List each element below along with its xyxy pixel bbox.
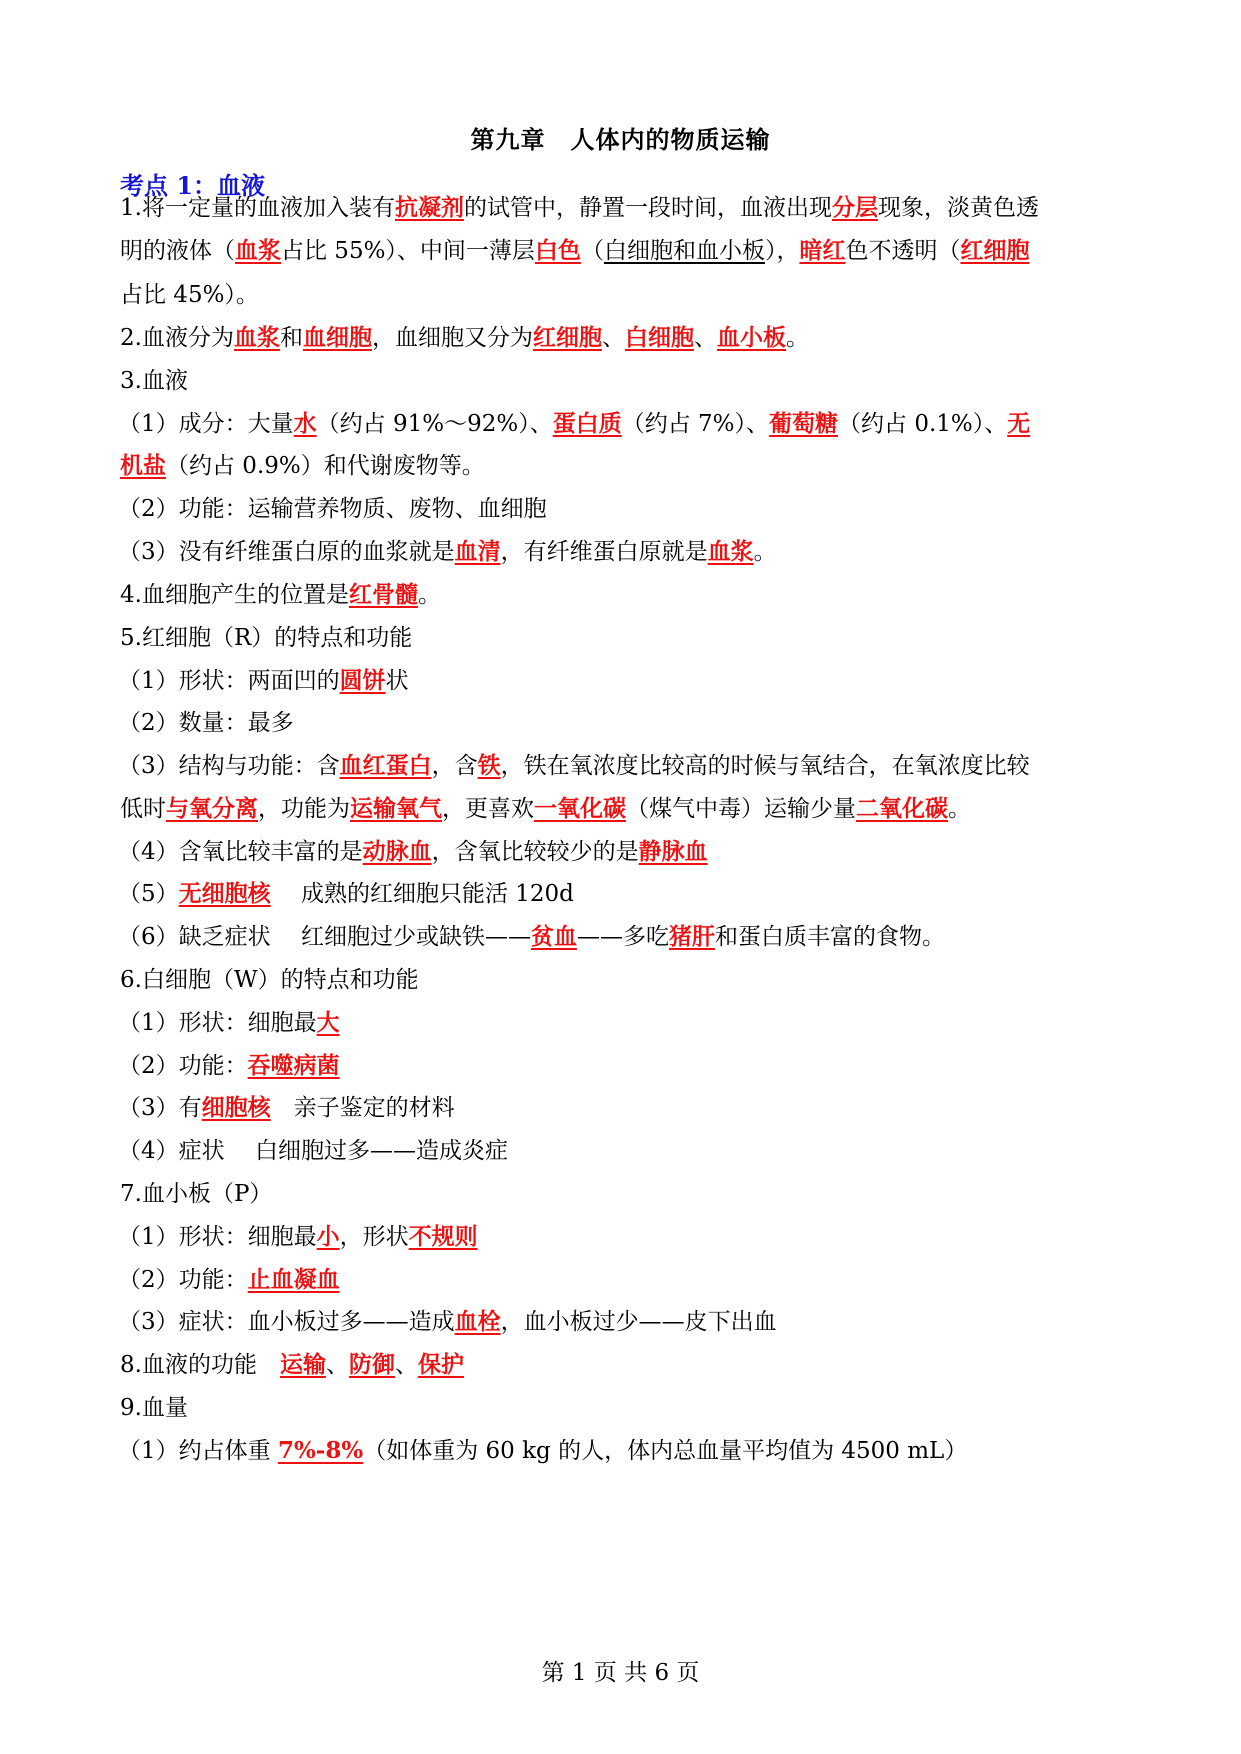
chapter-title: 第九章 人体内的物质运输	[470, 125, 771, 154]
text-line: （2）功能：运输营养物质、废物、血细胞	[118, 496, 547, 522]
key-term: 水	[293, 410, 317, 437]
text-line: （1）形状：细胞最大	[118, 1009, 340, 1036]
key-term: 血浆	[707, 538, 754, 565]
page-footer: 第 1 页 共 6 页	[541, 1660, 700, 1686]
key-term: 血浆	[235, 237, 281, 264]
text-line: 占比 45%）。	[120, 282, 259, 308]
key-term: 蛋白质	[552, 410, 622, 437]
text-line: （2）功能：止血凝血	[118, 1266, 340, 1293]
text-line: （1）形状：细胞最小，形状不规则	[118, 1223, 478, 1250]
key-term: 铁	[477, 752, 501, 779]
key-term: 止血凝血	[247, 1266, 340, 1293]
key-term: 不规则	[408, 1223, 478, 1250]
text-line: 4.血细胞产生的位置是红骨髓。	[120, 581, 441, 608]
text-line: （3）症状：血小板过多——造成血栓，血小板过少——皮下出血	[118, 1308, 777, 1335]
text-line: 9.血量	[120, 1395, 188, 1421]
key-term: 机盐	[120, 452, 166, 479]
key-term: 无细胞核	[178, 880, 271, 907]
text-line: （5）无细胞核 成熟的红细胞只能活 120d	[118, 880, 574, 907]
text-line: 机盐（约占 0.9%）和代谢废物等。	[120, 452, 485, 479]
text-line: （3）有细胞核 亲子鉴定的材料	[118, 1094, 455, 1121]
text-line: 3.血液	[120, 368, 188, 394]
key-term: 运输	[279, 1351, 326, 1378]
key-term: 血栓	[454, 1308, 501, 1335]
key-term: 静脉血	[638, 838, 708, 865]
key-term: 小	[316, 1223, 340, 1250]
key-term: 猪肝	[668, 923, 715, 950]
key-term: 贫血	[530, 923, 577, 950]
key-term: 血清	[454, 538, 501, 565]
key-term: 血浆	[233, 324, 280, 351]
text-line: 7.血小板（P）	[120, 1181, 273, 1207]
key-term: 大	[316, 1009, 340, 1036]
text-line: （3）没有纤维蛋白原的血浆就是血清，有纤维蛋白原就是血浆。	[118, 538, 777, 565]
text-line: （1）成分：大量水（约占 91%～92%）、蛋白质（约占 7%）、葡萄糖（约占 0.1%）、无	[118, 410, 1031, 437]
text-line: 1.将一定量的血液加入装有抗凝剂的试管中，静置一段时间，血液出现分层现象，淡黄色透	[120, 194, 1039, 221]
text-line: （2）功能：吞噬病菌	[118, 1052, 340, 1079]
key-term: 红细胞	[532, 324, 602, 351]
key-term: 血红蛋白	[339, 752, 432, 779]
key-term: 无	[1007, 410, 1031, 437]
text-line: （2）数量：最多	[118, 710, 294, 736]
text-line: 明的液体（血浆占比 55%）、中间一薄层白色（白细胞和血小板），暗红色不透明（红细胞	[120, 237, 1030, 264]
text-line: （3）结构与功能：含血红蛋白，含铁，铁在氧浓度比较高的时候与氧结合，在氧浓度比较	[118, 752, 1030, 779]
key-term: 运输氧气	[350, 795, 442, 822]
key-term: 圆饼	[339, 667, 386, 694]
text-line: （4）症状 白细胞过多——造成炎症	[118, 1138, 508, 1164]
key-term: 吞噬病菌	[247, 1052, 340, 1079]
key-term: 7%-8%	[277, 1437, 364, 1464]
key-term: 一氧化碳	[534, 795, 626, 822]
text-line: 5.红细胞（R）的特点和功能	[120, 625, 413, 651]
key-term: 与氧分离	[166, 795, 258, 822]
text-line: 低时与氧分离，功能为运输氧气，更喜欢一氧化碳（煤气中毒）运输少量二氧化碳。	[120, 795, 971, 822]
key-term: 保护	[417, 1351, 464, 1378]
text-line: （4）含氧比较丰富的是动脉血，含氧比较较少的是静脉血	[118, 838, 708, 865]
text-line: （1）约占体重 7%-8%（如体重为 60 kg 的人，体内总血量平均值为 4500 mL）	[118, 1437, 968, 1464]
key-term: 白细胞	[624, 324, 694, 351]
key-term: 抗凝剂	[394, 194, 464, 221]
key-term: 红骨髓	[348, 581, 418, 608]
text-line: 6.白细胞（W）的特点和功能	[120, 967, 419, 993]
key-term: 二氧化碳	[856, 795, 948, 822]
key-term: 防御	[348, 1351, 395, 1378]
section-heading: 考点 1：血液	[120, 171, 266, 200]
underlined-text: 白细胞和血小板	[603, 238, 765, 264]
key-term: 血小板	[716, 324, 786, 351]
text-line: （6）缺乏症状 红细胞过少或缺铁——贫血——多吃猪肝和蛋白质丰富的食物。	[118, 923, 945, 950]
key-term: 动脉血	[362, 838, 432, 865]
key-term: 白色	[534, 237, 581, 264]
key-term: 葡萄糖	[769, 410, 839, 437]
text-line: 2.血液分为血浆和血细胞，血细胞又分为红细胞、白细胞、血小板。	[120, 324, 809, 351]
key-term: 红细胞	[960, 237, 1030, 264]
key-term: 分层	[831, 194, 878, 221]
key-term: 血细胞	[302, 324, 372, 351]
key-term: 细胞核	[201, 1094, 271, 1121]
text-line: 8.血液的功能 运输、防御、保护	[120, 1351, 464, 1378]
text-line: （1）形状：两面凹的圆饼状	[118, 667, 409, 694]
key-term: 暗红	[799, 237, 846, 264]
